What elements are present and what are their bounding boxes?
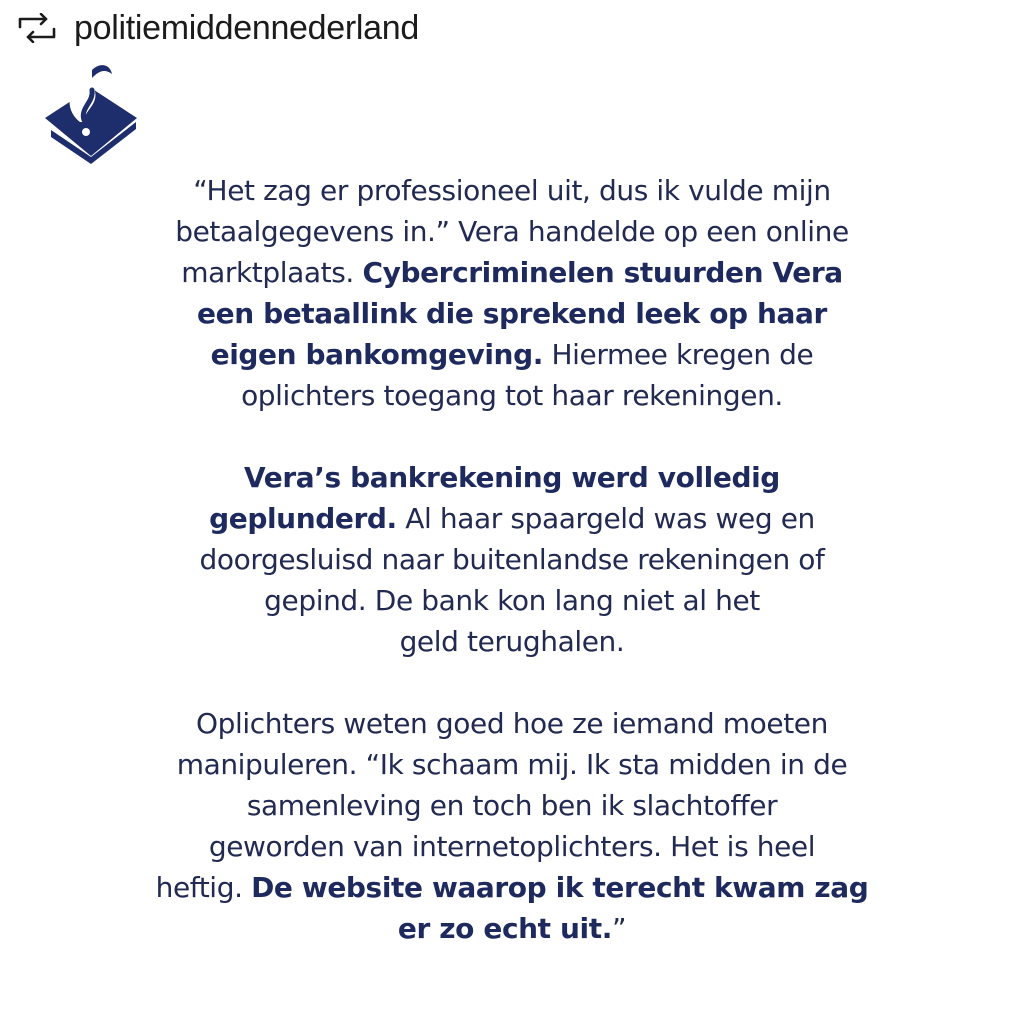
post-line [110, 908, 914, 949]
text: Oplichters weten goed hoe ze iemand moeten [196, 707, 828, 740]
post-line [110, 252, 914, 293]
text: “Het zag er professioneel uit, dus ik vulde mijn [193, 174, 831, 207]
text: heftig. [155, 871, 252, 904]
bold-text: De website waarop ik terecht kwam zag [251, 871, 869, 904]
post-paragraph [110, 703, 914, 949]
bold-text: geplunderd. [209, 502, 397, 535]
text: samenleving en toch ben ik slachtoffer [246, 789, 778, 822]
post-line [110, 211, 914, 252]
post-line [110, 498, 914, 539]
bold-text: Cybercriminelen stuurden Vera [362, 256, 843, 289]
post-line [110, 785, 914, 826]
text: manipuleren. “Ik schaam mij. Ik sta midden in de [176, 748, 848, 781]
text: oplichters toegang tot haar rekeningen. [241, 379, 783, 412]
post-line [110, 375, 914, 416]
post-line [110, 703, 914, 744]
post-body [110, 170, 914, 990]
post-line [110, 867, 914, 908]
text: ” [611, 912, 627, 945]
post-line [110, 293, 914, 334]
text: Hiermee kregen de [542, 338, 814, 371]
politie-logo-icon [40, 58, 142, 170]
text: betaalgegevens in.” Vera handelde op een online [175, 215, 849, 248]
text: gepind. De bank kon lang niet al het [264, 584, 760, 617]
post-line [110, 457, 914, 498]
post-line [110, 539, 914, 580]
bold-text: er zo echt uit. [397, 912, 612, 945]
text: geworden van internetoplichters. Het is heel [208, 830, 816, 863]
text: geld terughalen. [399, 625, 625, 658]
post-line [110, 334, 914, 375]
bold-text: Vera’s bankrekening werd volledig [244, 461, 780, 494]
post-line [110, 580, 914, 621]
text: Al haar spaargeld was weg en [396, 502, 815, 535]
text: marktplaats. [181, 256, 363, 289]
post-line [110, 744, 914, 785]
text: doorgesluisd naar buitenlandse rekeningen of [199, 543, 825, 576]
repost-icon[interactable] [16, 13, 60, 43]
post-line [110, 621, 914, 662]
bold-text: een betaallink die sprekend leek op haar [197, 297, 827, 330]
post-paragraph [110, 457, 914, 662]
account-username[interactable]: politiemiddennederland [74, 8, 419, 47]
post-line [110, 826, 914, 867]
repost-header [16, 6, 419, 50]
bold-text: eigen bankomgeving. [210, 338, 543, 371]
post-paragraph [110, 170, 914, 416]
post-line [110, 170, 914, 211]
